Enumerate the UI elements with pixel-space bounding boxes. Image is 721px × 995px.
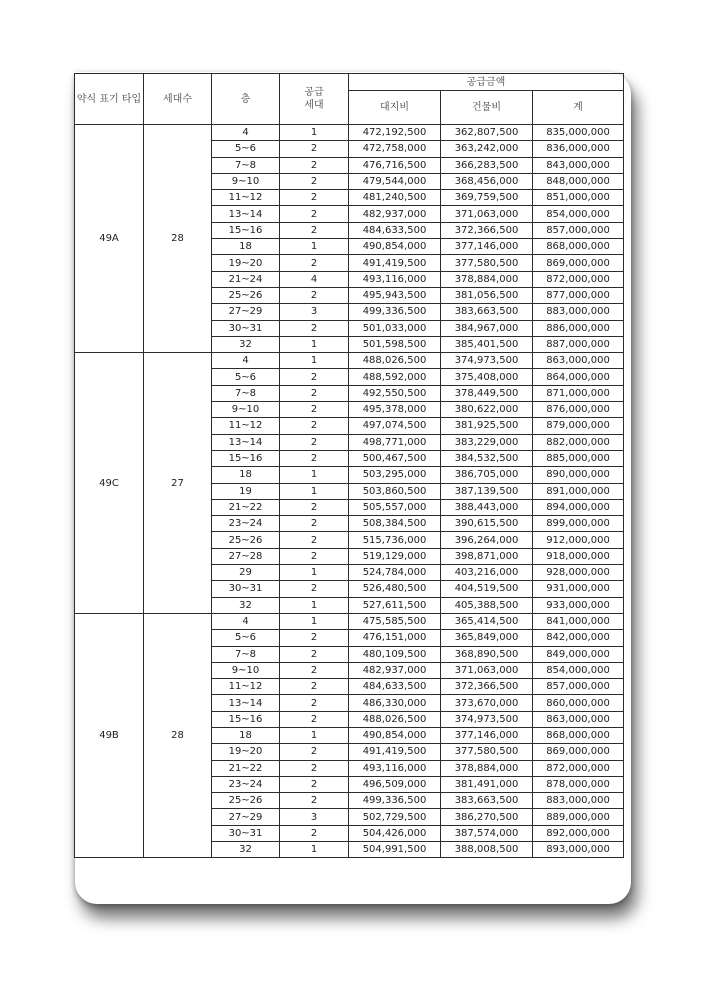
floor-cell: 15~16	[212, 222, 280, 238]
supply-units-cell: 2	[280, 141, 349, 157]
floor-cell: 32	[212, 842, 280, 858]
supply-units-cell: 2	[280, 516, 349, 532]
total-price-cell: 892,000,000	[533, 825, 624, 841]
land-price-cell: 527,611,500	[349, 597, 441, 613]
building-price-cell: 372,366,500	[441, 679, 533, 695]
building-price-cell: 390,615,500	[441, 516, 533, 532]
supply-units-cell: 2	[280, 450, 349, 466]
floor-cell: 18	[212, 467, 280, 483]
land-price-cell: 484,633,500	[349, 679, 441, 695]
land-price-cell: 493,116,000	[349, 271, 441, 287]
header-supply-units-line2: 세대	[304, 100, 324, 111]
floor-cell: 7~8	[212, 157, 280, 173]
land-price-cell: 503,860,500	[349, 483, 441, 499]
building-price-cell: 372,366,500	[441, 222, 533, 238]
total-price-cell: 882,000,000	[533, 434, 624, 450]
land-price-cell: 493,116,000	[349, 760, 441, 776]
supply-units-cell: 1	[280, 842, 349, 858]
header-unit-count: 세대수	[144, 74, 212, 125]
table-body	[75, 125, 624, 858]
total-price-cell: 869,000,000	[533, 744, 624, 760]
land-price-cell: 491,419,500	[349, 744, 441, 760]
floor-cell: 9~10	[212, 402, 280, 418]
building-price-cell: 386,705,000	[441, 467, 533, 483]
header-supply-price: 공급금액	[349, 74, 624, 91]
building-price-cell: 387,574,000	[441, 825, 533, 841]
building-price-cell: 405,388,500	[441, 597, 533, 613]
land-price-cell: 488,026,500	[349, 711, 441, 727]
floor-cell: 11~12	[212, 679, 280, 695]
land-price-cell: 479,544,000	[349, 173, 441, 189]
building-price-cell: 403,216,000	[441, 565, 533, 581]
supply-units-cell: 1	[280, 597, 349, 613]
total-price-cell: 869,000,000	[533, 255, 624, 271]
floor-cell: 21~24	[212, 271, 280, 287]
supply-units-cell: 4	[280, 271, 349, 287]
total-price-cell: 857,000,000	[533, 679, 624, 695]
building-price-cell: 377,580,500	[441, 744, 533, 760]
supply-units-cell: 2	[280, 793, 349, 809]
total-price-cell: 842,000,000	[533, 630, 624, 646]
building-price-cell: 384,967,000	[441, 320, 533, 336]
total-price-cell: 891,000,000	[533, 483, 624, 499]
total-price-cell: 841,000,000	[533, 613, 624, 629]
supply-units-cell: 2	[280, 206, 349, 222]
building-price-cell: 377,146,000	[441, 727, 533, 743]
floor-cell: 4	[212, 613, 280, 629]
floor-cell: 27~29	[212, 304, 280, 320]
land-price-cell: 492,550,500	[349, 385, 441, 401]
supply-price-table	[74, 73, 624, 858]
total-price-cell: 860,000,000	[533, 695, 624, 711]
floor-cell: 4	[212, 353, 280, 369]
floor-cell: 27~28	[212, 548, 280, 564]
building-price-cell: 398,871,000	[441, 548, 533, 564]
floor-cell: 25~26	[212, 532, 280, 548]
supply-units-cell: 3	[280, 304, 349, 320]
supply-units-cell: 2	[280, 581, 349, 597]
land-price-cell: 486,330,000	[349, 695, 441, 711]
supply-units-cell: 2	[280, 825, 349, 841]
total-price-cell: 848,000,000	[533, 173, 624, 189]
supply-units-cell: 2	[280, 646, 349, 662]
total-price-cell: 877,000,000	[533, 287, 624, 303]
land-price-cell: 495,943,500	[349, 287, 441, 303]
building-price-cell: 385,401,500	[441, 336, 533, 352]
land-price-cell: 472,758,000	[349, 141, 441, 157]
land-price-cell: 490,854,000	[349, 239, 441, 255]
supply-units-cell: 2	[280, 679, 349, 695]
supply-units-cell: 2	[280, 418, 349, 434]
land-price-cell: 491,419,500	[349, 255, 441, 271]
floor-cell: 13~14	[212, 206, 280, 222]
building-price-cell: 371,063,000	[441, 662, 533, 678]
building-price-cell: 378,884,000	[441, 271, 533, 287]
floor-cell: 11~12	[212, 418, 280, 434]
building-price-cell: 384,532,500	[441, 450, 533, 466]
type-cell: 49A	[75, 125, 144, 353]
land-price-cell: 524,784,000	[349, 565, 441, 581]
supply-units-cell: 2	[280, 385, 349, 401]
land-price-cell: 488,592,000	[349, 369, 441, 385]
total-price-cell: 871,000,000	[533, 385, 624, 401]
land-price-cell: 519,129,000	[349, 548, 441, 564]
land-price-cell: 476,716,500	[349, 157, 441, 173]
building-price-cell: 363,242,000	[441, 141, 533, 157]
unit-count-cell: 28	[144, 613, 212, 857]
supply-units-cell: 3	[280, 809, 349, 825]
supply-units-cell: 1	[280, 125, 349, 141]
building-price-cell: 377,580,500	[441, 255, 533, 271]
supply-units-cell: 2	[280, 190, 349, 206]
land-price-cell: 504,991,500	[349, 842, 441, 858]
floor-cell: 9~10	[212, 173, 280, 189]
floor-cell: 27~29	[212, 809, 280, 825]
floor-cell: 13~14	[212, 695, 280, 711]
supply-units-cell: 2	[280, 695, 349, 711]
table-header	[75, 74, 624, 125]
building-price-cell: 381,491,000	[441, 776, 533, 792]
header-building: 건물비	[441, 91, 533, 125]
building-price-cell: 377,146,000	[441, 239, 533, 255]
land-price-cell: 476,151,000	[349, 630, 441, 646]
total-price-cell: 883,000,000	[533, 304, 624, 320]
supply-units-cell: 2	[280, 434, 349, 450]
floor-cell: 11~12	[212, 190, 280, 206]
total-price-cell: 854,000,000	[533, 662, 624, 678]
supply-units-cell: 2	[280, 222, 349, 238]
building-price-cell: 380,622,000	[441, 402, 533, 418]
building-price-cell: 387,139,500	[441, 483, 533, 499]
total-price-cell: 886,000,000	[533, 320, 624, 336]
land-price-cell: 472,192,500	[349, 125, 441, 141]
building-price-cell: 383,663,500	[441, 793, 533, 809]
land-price-cell: 499,336,500	[349, 304, 441, 320]
supply-units-cell: 2	[280, 287, 349, 303]
total-price-cell: 849,000,000	[533, 646, 624, 662]
land-price-cell: 501,033,000	[349, 320, 441, 336]
land-price-cell: 505,557,000	[349, 499, 441, 515]
header-supply-units-line1: 공급	[304, 87, 324, 98]
type-cell: 49C	[75, 353, 144, 614]
total-price-cell: 878,000,000	[533, 776, 624, 792]
building-price-cell: 374,973,500	[441, 353, 533, 369]
floor-cell: 32	[212, 597, 280, 613]
total-price-cell: 863,000,000	[533, 711, 624, 727]
building-price-cell: 396,264,000	[441, 532, 533, 548]
building-price-cell: 388,443,000	[441, 499, 533, 515]
land-price-cell: 515,736,000	[349, 532, 441, 548]
total-price-cell: 887,000,000	[533, 336, 624, 352]
supply-units-cell: 2	[280, 630, 349, 646]
building-price-cell: 365,849,000	[441, 630, 533, 646]
land-price-cell: 475,585,500	[349, 613, 441, 629]
total-price-cell: 883,000,000	[533, 793, 624, 809]
building-price-cell: 368,456,000	[441, 173, 533, 189]
land-price-cell: 508,384,500	[349, 516, 441, 532]
floor-cell: 29	[212, 565, 280, 581]
total-price-cell: 872,000,000	[533, 271, 624, 287]
floor-cell: 7~8	[212, 385, 280, 401]
total-price-cell: 899,000,000	[533, 516, 624, 532]
floor-cell: 5~6	[212, 630, 280, 646]
supply-units-cell: 1	[280, 565, 349, 581]
supply-units-cell: 2	[280, 776, 349, 792]
floor-cell: 23~24	[212, 776, 280, 792]
floor-cell: 18	[212, 239, 280, 255]
unit-count-cell: 28	[144, 125, 212, 353]
land-price-cell: 498,771,000	[349, 434, 441, 450]
supply-units-cell: 2	[280, 173, 349, 189]
total-price-cell: 885,000,000	[533, 450, 624, 466]
total-price-cell: 872,000,000	[533, 760, 624, 776]
land-price-cell: 499,336,500	[349, 793, 441, 809]
land-price-cell: 482,937,000	[349, 206, 441, 222]
building-price-cell: 388,008,500	[441, 842, 533, 858]
floor-cell: 32	[212, 336, 280, 352]
building-price-cell: 381,056,500	[441, 287, 533, 303]
building-price-cell: 381,925,500	[441, 418, 533, 434]
supply-units-cell: 1	[280, 336, 349, 352]
floor-cell: 25~26	[212, 287, 280, 303]
table-row	[75, 353, 624, 369]
total-price-cell: 843,000,000	[533, 157, 624, 173]
supply-units-cell: 2	[280, 157, 349, 173]
supply-units-cell: 2	[280, 532, 349, 548]
floor-cell: 23~24	[212, 516, 280, 532]
total-price-cell: 889,000,000	[533, 809, 624, 825]
header-floor: 층	[212, 74, 280, 125]
total-price-cell: 893,000,000	[533, 842, 624, 858]
floor-cell: 15~16	[212, 711, 280, 727]
building-price-cell: 378,884,000	[441, 760, 533, 776]
type-cell: 49B	[75, 613, 144, 857]
supply-units-cell: 2	[280, 711, 349, 727]
land-price-cell: 503,295,000	[349, 467, 441, 483]
building-price-cell: 374,973,500	[441, 711, 533, 727]
header-total: 계	[533, 91, 624, 125]
land-price-cell: 481,240,500	[349, 190, 441, 206]
supply-units-cell: 2	[280, 744, 349, 760]
building-price-cell: 373,670,000	[441, 695, 533, 711]
land-price-cell: 480,109,500	[349, 646, 441, 662]
total-price-cell: 890,000,000	[533, 467, 624, 483]
table-row	[75, 125, 624, 141]
land-price-cell: 482,937,000	[349, 662, 441, 678]
supply-units-cell: 1	[280, 727, 349, 743]
total-price-cell: 918,000,000	[533, 548, 624, 564]
building-price-cell: 368,890,500	[441, 646, 533, 662]
building-price-cell: 404,519,500	[441, 581, 533, 597]
unit-count-cell: 27	[144, 353, 212, 614]
total-price-cell: 879,000,000	[533, 418, 624, 434]
supply-units-cell: 2	[280, 499, 349, 515]
supply-units-cell: 2	[280, 760, 349, 776]
floor-cell: 19	[212, 483, 280, 499]
header-supply-units	[280, 74, 349, 125]
floor-cell: 19~20	[212, 255, 280, 271]
land-price-cell: 495,378,000	[349, 402, 441, 418]
floor-cell: 5~6	[212, 369, 280, 385]
total-price-cell: 836,000,000	[533, 141, 624, 157]
supply-units-cell: 1	[280, 613, 349, 629]
total-price-cell: 868,000,000	[533, 239, 624, 255]
total-price-cell: 928,000,000	[533, 565, 624, 581]
floor-cell: 21~22	[212, 760, 280, 776]
building-price-cell: 386,270,500	[441, 809, 533, 825]
floor-cell: 18	[212, 727, 280, 743]
header-land: 대지비	[349, 91, 441, 125]
total-price-cell: 894,000,000	[533, 499, 624, 515]
floor-cell: 30~31	[212, 825, 280, 841]
land-price-cell: 488,026,500	[349, 353, 441, 369]
floor-cell: 30~31	[212, 320, 280, 336]
floor-cell: 9~10	[212, 662, 280, 678]
supply-units-cell: 2	[280, 255, 349, 271]
land-price-cell: 490,854,000	[349, 727, 441, 743]
total-price-cell: 933,000,000	[533, 597, 624, 613]
land-price-cell: 484,633,500	[349, 222, 441, 238]
total-price-cell: 868,000,000	[533, 727, 624, 743]
supply-units-cell: 2	[280, 548, 349, 564]
floor-cell: 30~31	[212, 581, 280, 597]
supply-units-cell: 1	[280, 239, 349, 255]
floor-cell: 21~22	[212, 499, 280, 515]
building-price-cell: 383,229,000	[441, 434, 533, 450]
floor-cell: 13~14	[212, 434, 280, 450]
total-price-cell: 863,000,000	[533, 353, 624, 369]
land-price-cell: 526,480,500	[349, 581, 441, 597]
total-price-cell: 876,000,000	[533, 402, 624, 418]
floor-cell: 7~8	[212, 646, 280, 662]
total-price-cell: 857,000,000	[533, 222, 624, 238]
building-price-cell: 383,663,500	[441, 304, 533, 320]
total-price-cell: 835,000,000	[533, 125, 624, 141]
building-price-cell: 365,414,500	[441, 613, 533, 629]
building-price-cell: 369,759,500	[441, 190, 533, 206]
supply-units-cell: 1	[280, 467, 349, 483]
land-price-cell: 496,509,000	[349, 776, 441, 792]
total-price-cell: 864,000,000	[533, 369, 624, 385]
building-price-cell: 371,063,000	[441, 206, 533, 222]
floor-cell: 4	[212, 125, 280, 141]
building-price-cell: 378,449,500	[441, 385, 533, 401]
supply-units-cell: 2	[280, 369, 349, 385]
supply-units-cell: 2	[280, 320, 349, 336]
header-type: 약식 표기 타입	[75, 74, 144, 125]
floor-cell: 25~26	[212, 793, 280, 809]
floor-cell: 15~16	[212, 450, 280, 466]
supply-units-cell: 1	[280, 353, 349, 369]
land-price-cell: 497,074,500	[349, 418, 441, 434]
total-price-cell: 854,000,000	[533, 206, 624, 222]
total-price-cell: 931,000,000	[533, 581, 624, 597]
building-price-cell: 375,408,000	[441, 369, 533, 385]
land-price-cell: 504,426,000	[349, 825, 441, 841]
supply-units-cell: 1	[280, 483, 349, 499]
land-price-cell: 500,467,500	[349, 450, 441, 466]
table-row	[75, 613, 624, 629]
floor-cell: 5~6	[212, 141, 280, 157]
land-price-cell: 502,729,500	[349, 809, 441, 825]
supply-units-cell: 2	[280, 662, 349, 678]
floor-cell: 19~20	[212, 744, 280, 760]
building-price-cell: 362,807,500	[441, 125, 533, 141]
total-price-cell: 912,000,000	[533, 532, 624, 548]
land-price-cell: 501,598,500	[349, 336, 441, 352]
total-price-cell: 851,000,000	[533, 190, 624, 206]
supply-units-cell: 2	[280, 402, 349, 418]
building-price-cell: 366,283,500	[441, 157, 533, 173]
